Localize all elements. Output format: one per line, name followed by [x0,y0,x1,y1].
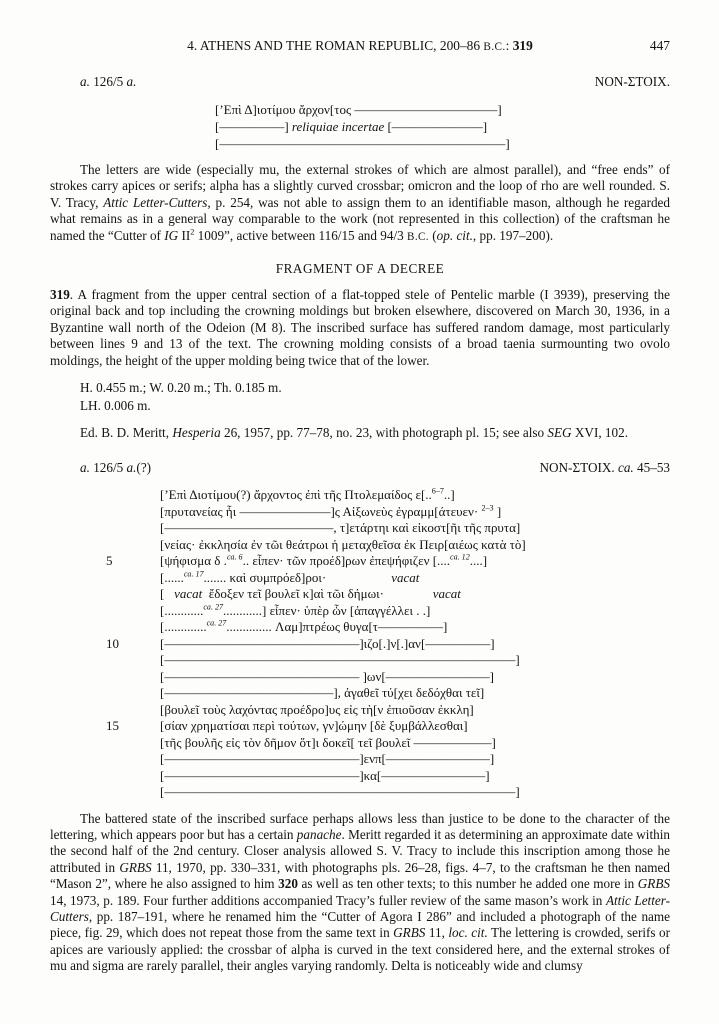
date-label: a. 126/5 a. [80,74,137,89]
decree-line [50,751,670,768]
line-number [50,735,160,752]
inscription-incerta-block [215,101,670,152]
line-text: [———————————————————————————] [160,784,520,800]
line-number [50,487,160,504]
line-number [50,504,160,521]
line-text: [σίαν χρηματίσαι περὶ τούτων, γν]ώμην [δὲ ξυμβάλλεσθαι] [160,718,468,734]
line-number [50,702,160,719]
date-label: a. 126/5 a.(?) [80,460,152,476]
decree-line [50,685,670,702]
line-text: [......$^{ca. 17}$....... καὶ συμπρόεδ]ροι· vacat [160,569,420,585]
decree-line [50,702,670,719]
decree-line [50,487,670,504]
measurements-line-1: H. 0.455 m.; W. 0.20 m.; Th. 0.185 m. [80,380,282,396]
line-text: [.............$^{ca. 27}$.............. Λαμ]πτρέως θυγα[τ—————] [160,618,448,635]
line-text: [ψήφισμα δ .$^{ca. 6}$.. εἶπεν· τῶν προέδ]ρων ἐπεψήφιζεν [....$^{ca. 12}$....] [160,552,488,569]
line-number [50,603,160,620]
section-heading: FRAGMENT OF A DECREE [275,261,445,277]
decree-line [50,537,670,554]
edition-line: Ed. B. D. Meritt, Hesperia 26, 1957, pp. 77–78, no. 23, with photograph pl. 15; see also SEG XVI, 102. [80,425,629,441]
line-number [50,652,160,669]
decree-line [50,718,670,735]
line-text: [———————————————]ενπ[————————] [160,751,495,767]
line-text: [ vacat ἔδοξεν τεῖ βουλεῖ κ]αὶ τῶι δήμωι· vacat [160,586,461,602]
closing-commentary: The battered state of the inscribed surface perhaps allows less than justice to be done to the character of the lettering, which appears poor but has a certain panache. Meritt regarded it as determining an approximate date within the second half of the 2nd century. Closer analysis allowed S. V. Tracy to include this inscription among those he attributed in GRBS 11, 1970, pp. 330–331, with photographs pls. 26–28, figs. 4–7, to the craftsman he then named “Mason 2”, where he also assigned to him 320 as well as ten other texts; to this number he added one more in GRBS 14, 1973, p. 189. Four further additions accompanied Tracy’s fuller review of the same mason’s work in Attic Letter-Cutters, pp. 187–191, where he renamed him the “Cutter of Agora I 286” and included a photograph of the name piece, fig. 29, which does not repeat those from the same text in GRBS 11, loc. cit. The lettering is crowded, serifs or apices are variously applied: the crossbar of alpha is curved in the text considered here, and the external strokes of mu and sigma are rarely parallel, their angles varying randomly. Delta is noticeably wide and clumsy [50,810,671,974]
decree-line [50,669,670,686]
inscription-line: [——————————————————————] [215,136,510,151]
line-text: [πρυτανείας ἧι ———————]ς Αἰξωνεὺς ἐγραμμ[άτευεν· $^{2-3}$ ] [160,503,502,519]
decree-line [50,504,670,521]
decree-line [50,570,670,587]
decree-line [50,553,670,570]
line-number [50,570,160,587]
line-text: [νείας· ἐκκλησία ἐν τῶι θεάτρωι ἡ μεταχθεῖσα ἐκ Πειρ[αιέως κατὰ τὸ] [160,536,526,552]
decree-text-block [50,487,670,801]
line-number [50,751,160,768]
date-stoich-row-2 [50,460,670,476]
decree-line [50,652,670,669]
line-text: [βουλεῖ τοὺς λαχόντας προέδρο]υς εἰς τὴ[ν ἐπιοῦσαν ἐκκλη] [160,701,474,717]
letter-forms-commentary: The letters are wide (especially mu, the external strokes of which are almost parallel), and “free ends” of strokes carry apices or serifs; alpha has a slightly curved crossbar; omicron and the loop of rho are well rounded. S. V. Tracy, Attic Letter-Cutters, p. 254, was not able to assign them to an identifiable mason, although he regarded what remains as in a general way comparable to the work (not represented in this collection) of the craftsman he named the “Cutter of IG $II^2$ 1009”, active between 116/15 and 94/3 B.C. (op. cit., pp. 197–200). [50,162,670,243]
line-number [50,586,160,603]
decree-line [50,586,670,603]
line-text: [———————————————]ιζο[.]ν[.]αν[—————] [160,635,495,651]
decree-line [50,619,670,636]
line-text: [’Επὶ Διοτίμου(?) ἄρχοντος ἐπὶ τῆς Πτολεμαίδος ε[..$^{6-7}$..] [160,486,455,503]
decree-line [50,735,670,752]
measurements-line-2: LH. 0.006 m. [80,398,151,414]
line-number: 15 [106,718,119,734]
stoichedon-label: ΝΟΝ-ΣΤΟΙΧ. [594,74,670,89]
line-number [50,537,160,554]
stoichedon-label: ΝΟΝ-ΣΤΟΙΧ. ca. 45–53 [539,460,670,476]
line-text: [............$^{ca. 27}$............] εἶπεν· ὑπὲρ ὧν [ἀπαγγέλλει . .] [160,602,431,618]
inscription-line: [’Επὶ Δ]ιοτίμου ἄρχον[τος ———————————] [215,102,502,117]
decree-line [50,636,670,653]
decree-line [50,784,670,801]
line-text: [—————————————], ἀγαθεῖ τύ[χει δεδόχθαι τεῖ] [160,685,485,701]
decree-description: 319. A fragment from the upper central section of a flat-topped stele of Pentelic marble (I 3939), preserving the original back and top including the crowning moldings but broken elsewhere, discovered on March 30, 1936, in a Byzantine wall north of the Odeion (M 8). The inscribed surface has suffered random damage, most particularly between lines 9 and 13 of the text. The crowning molding consists of a broad taenia surmounting two ovolo moldings, the height of the upper molding being twice that of the lower. [50,287,670,368]
inscription-line: [—————] reliquiae incertae [———————] [215,119,488,134]
decree-line [50,603,670,620]
page-number: 447 [649,38,670,53]
line-text: [——————————————— ]ων[————————] [160,668,495,684]
line-text: [—————————————, τ]ετάρτηι καὶ εἰκοστ[ῆι τῆς πρυτα] [160,520,521,536]
line-number [50,520,160,537]
line-text: [τῆς βουλῆς εἰς τὸν δῆμον ὅτ]ι δοκεῖ[ τεῖ βουλεῖ ——————] [160,734,496,750]
line-number: 5 [106,553,113,569]
decree-line [50,768,670,785]
running-header [50,38,670,55]
line-number [50,669,160,686]
line-number [50,768,160,785]
line-text: [———————————————]κα[————————] [160,767,490,783]
date-stoich-row-1 [50,74,670,90]
line-number [50,784,160,801]
line-text: [———————————————————————————] [160,652,520,668]
chapter-title: 4. ATHENS AND THE ROMAN REPUBLIC, 200–86 B.C.: 319 [187,38,533,53]
line-number [50,619,160,636]
decree-line [50,520,670,537]
line-number: 10 [106,635,119,651]
line-number [50,685,160,702]
